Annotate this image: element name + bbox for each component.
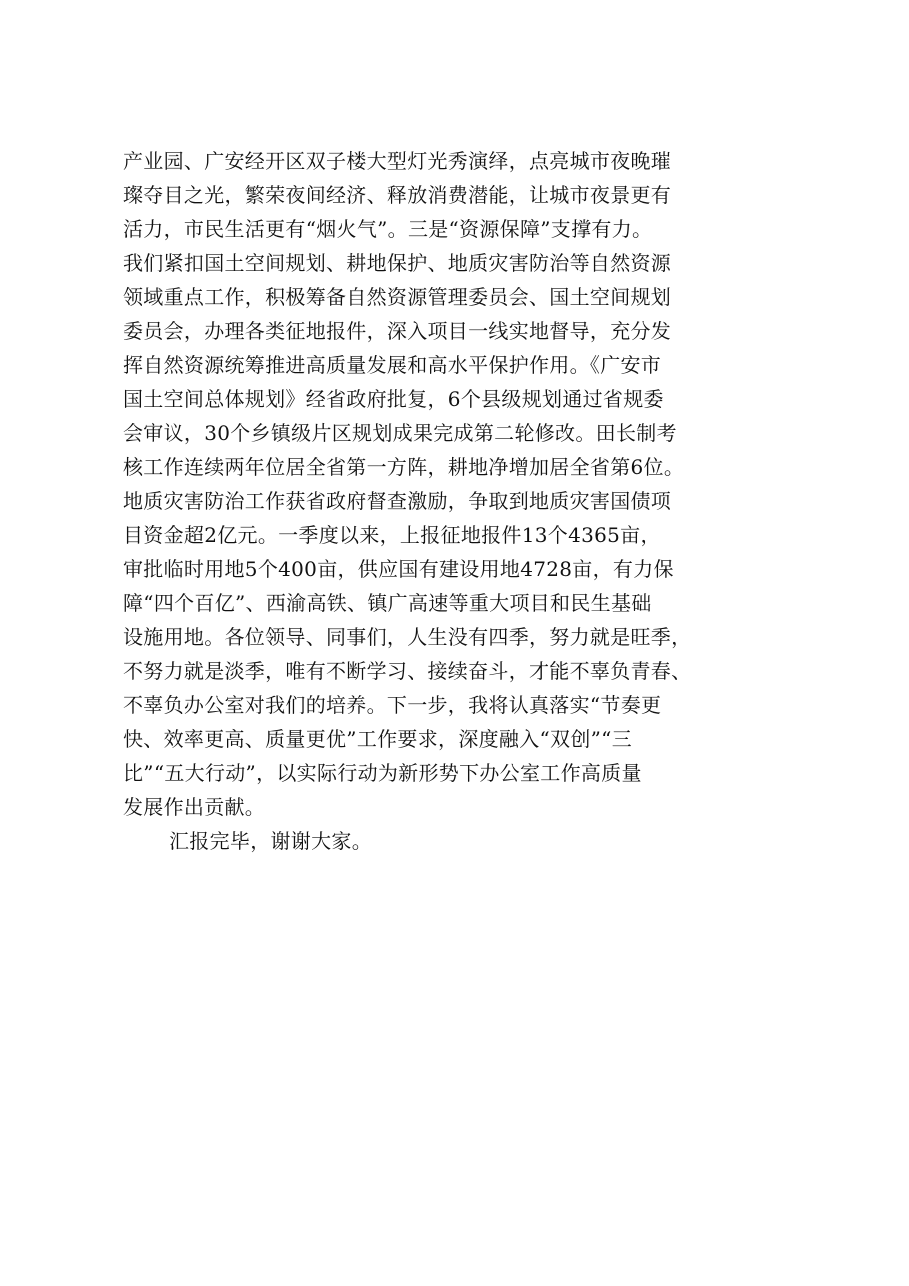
- text-line: 璨夺目之光，繁荣夜间经济、释放消费潜能，让城市夜景更有: [123, 183, 672, 207]
- text-line: 会审议，30个乡镇级片区规划成果完成第二轮修改。田长制考: [123, 421, 677, 445]
- text-line: 发展作出贡献。: [123, 795, 266, 819]
- text-line: 审批临时用地5个400亩，供应国有建设用地4728亩，有力保: [123, 557, 674, 581]
- text-line: 产业园、广安经开区双子楼大型灯光秀演绎，点亮城市夜晚璀: [123, 149, 672, 173]
- text-line: 障“四个百亿”、西渝高铁、镇广高速等重大项目和民生基础: [123, 591, 652, 615]
- text-line: 快、效率更高、质量更优”工作要求，深度融入“双创”“三: [123, 727, 632, 751]
- text-line: 我们紧扣国土空间规划、耕地保护、地质灾害防治等自然资源: [123, 251, 672, 275]
- text-line: 不辜负办公室对我们的培养。下一步，我将认真落实“节奏更: [123, 693, 662, 717]
- closing-line: 汇报完毕，谢谢大家。: [169, 829, 372, 853]
- text-line: 挥自然资源统筹推进高质量发展和高水平保护作用。《广安市: [123, 353, 662, 377]
- text-line: 活力，市民生活更有“烟火气”。三是“资源保障”支撑有力。: [123, 217, 653, 241]
- text-line: 比”“五大行动”，以实际行动为新形势下办公室工作高质量: [123, 761, 642, 785]
- text-line: 目资金超2亿元。一季度以来，上报征地报件13个4365亩，: [123, 523, 661, 547]
- text-line: 领域重点工作，积极筹备自然资源管理委员会、国土空间规划: [123, 285, 672, 309]
- text-line: 委员会，办理各类征地报件，深入项目一线实地督导，充分发: [123, 319, 672, 343]
- text-line: 核工作连续两年位居全省第一方阵，耕地净增加居全省第6位。: [123, 455, 685, 479]
- document-body: [123, 144, 795, 858]
- text-line: 国土空间总体规划》经省政府批复，6个县级规划通过省规委: [123, 387, 664, 411]
- text-line: 地质灾害防治工作获省政府督查激励，争取到地质灾害国债项: [123, 489, 672, 513]
- text-line: 设施用地。各位领导、同事们，人生没有四季，努力就是旺季，: [123, 625, 692, 649]
- text-line: 不努力就是淡季，唯有不断学习、接续奋斗，才能不辜负青春、: [123, 659, 692, 683]
